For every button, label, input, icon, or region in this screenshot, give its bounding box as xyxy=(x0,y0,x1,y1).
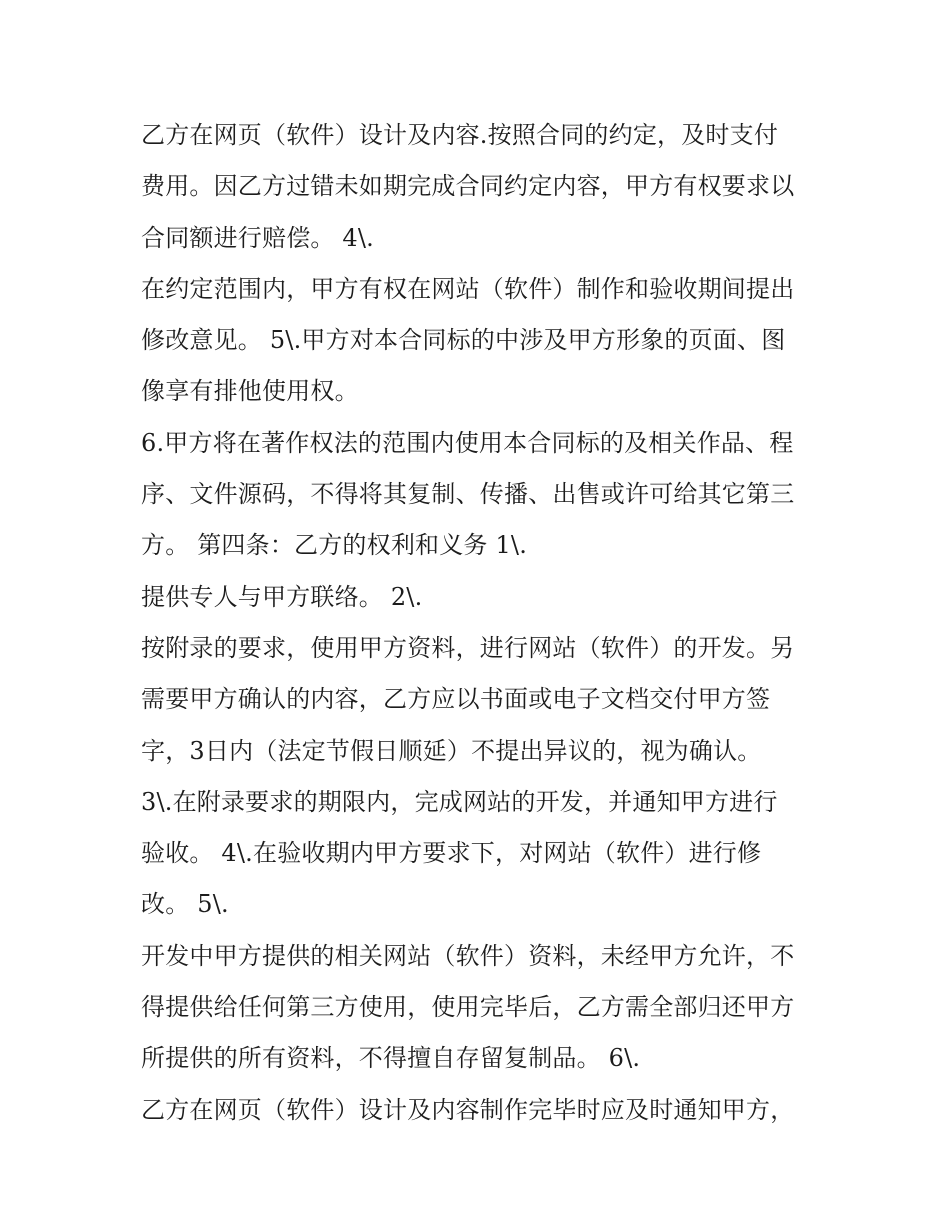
text-line: 3\.在附录要求的期限内，完成网站的开发，并通知甲方进行 xyxy=(141,787,778,816)
text-line: 乙方在网页（软件）设计及内容.按照合同的约定，及时支付 xyxy=(141,121,779,149)
text-line: 所提供的所有资料，不得擅自存留复制品。 6\. xyxy=(141,1044,641,1073)
text-line: 修改意见。 5\.甲方对本合同标的中涉及甲方形象的页面、图 xyxy=(141,326,786,355)
text-line: 提供专人与甲方联络。 2\. xyxy=(141,582,423,611)
text-line: 费用。因乙方过错未如期完成合同约定内容，甲方有权要求以 xyxy=(141,172,795,201)
text-line: 像享有排他使用权。 xyxy=(141,377,359,406)
text-line: 方。 第四条：乙方的权利和义务 1\. xyxy=(141,531,528,560)
contract-text-body xyxy=(141,110,821,1136)
text-line: 按附录的要求，使用甲方资料，进行网站（软件）的开发。另 xyxy=(141,633,795,662)
text-line: 合同额进行赔偿。 4\. xyxy=(141,223,375,252)
text-line: 乙方在网页（软件）设计及内容制作完毕时应及时通知甲方， xyxy=(141,1095,795,1124)
text-line: 字，3日内（法定节假日顺延）不提出异议的，视为确认。 xyxy=(141,736,762,765)
text-line: 在约定范围内，甲方有权在网站（软件）制作和验收期间提出 xyxy=(141,274,795,303)
text-line: 6.甲方将在著作权法的范围内使用本合同标的及相关作品、程 xyxy=(141,428,794,457)
text-line: 得提供给任何第三方使用，使用完毕后，乙方需全部归还甲方 xyxy=(141,993,795,1022)
text-line: 改。 5\. xyxy=(141,890,229,919)
text-line: 开发中甲方提供的相关网站（软件）资料，未经甲方允许，不 xyxy=(141,941,795,970)
text-line: 验收。 4\.在验收期内甲方要求下，对网站（软件）进行修 xyxy=(141,839,762,868)
text-line: 序、文件源码，不得将其复制、传播、出售或许可给其它第三 xyxy=(141,480,795,509)
text-line: 需要甲方确认的内容，乙方应以书面或电子文档交付甲方签 xyxy=(141,685,771,714)
